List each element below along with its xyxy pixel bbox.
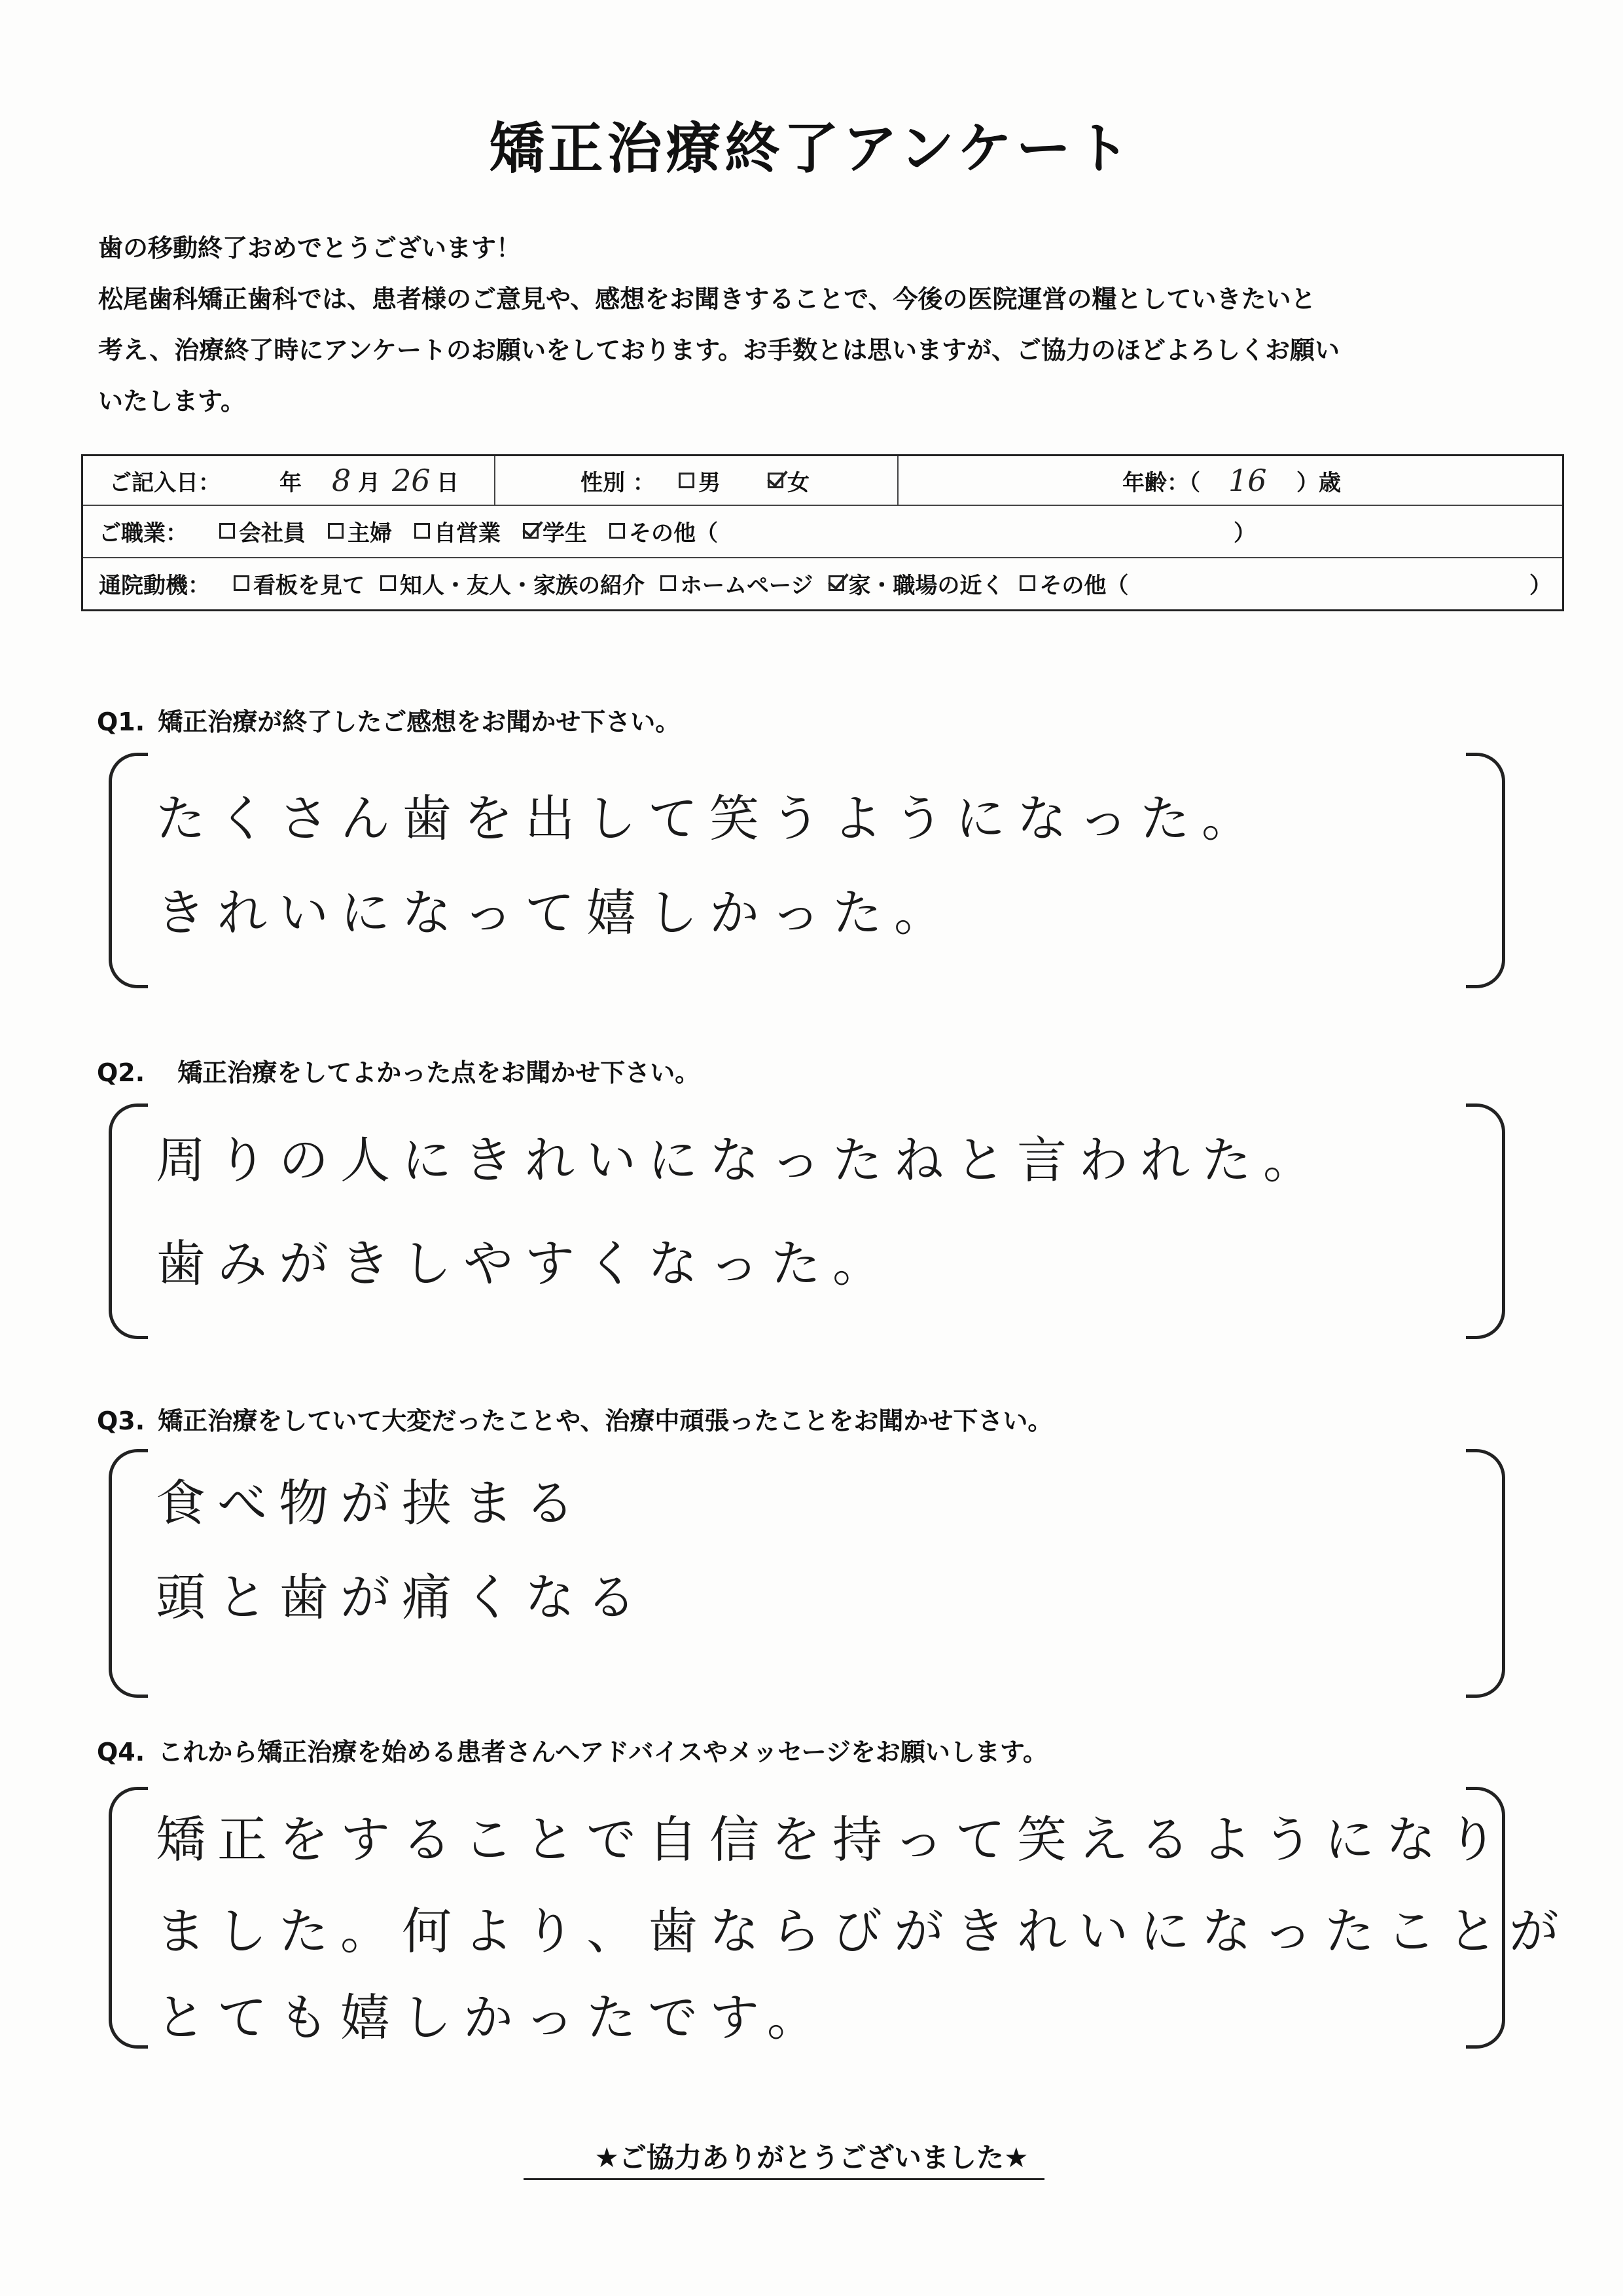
answer-bracket-left bbox=[109, 1449, 148, 1698]
divider bbox=[494, 456, 495, 505]
intro-line: 歯の移動終了おめでとうございます！ bbox=[98, 234, 522, 262]
gender-female-option[interactable] bbox=[768, 456, 810, 505]
answer-4-line-3[interactable]: とても嬉しかったです。 bbox=[156, 1988, 829, 2047]
checked-checkbox-icon[interactable] bbox=[768, 473, 783, 488]
age-suffix: ）歳 bbox=[1296, 469, 1341, 496]
checkbox-icon[interactable] bbox=[414, 523, 430, 539]
footer-underline bbox=[524, 2178, 1044, 2180]
checkbox-icon[interactable] bbox=[234, 575, 249, 591]
answer-2-line-1[interactable]: 周りの人にきれいになったねと言われた。 bbox=[156, 1131, 1325, 1189]
checkbox-icon[interactable] bbox=[660, 575, 676, 591]
occupation-close: ） bbox=[1234, 520, 1256, 547]
answer-1-line-1[interactable]: たくさん歯を出して笑うようになった。 bbox=[156, 789, 1263, 848]
info-row-motive bbox=[83, 557, 1562, 609]
occupation-option[interactable]: 学生 bbox=[523, 515, 587, 547]
answer-bracket-left bbox=[109, 753, 148, 988]
year-label: 年 bbox=[279, 469, 302, 496]
motive-option[interactable]: 家・職場の近く bbox=[829, 567, 1004, 600]
info-table bbox=[81, 454, 1564, 611]
question-1: Q1. 矯正治療が終了したご感想をお聞かせ下さい。 bbox=[97, 708, 681, 736]
answer-3-line-2[interactable]: 頭と歯が痛くなる bbox=[156, 1568, 648, 1626]
age-value[interactable]: 16 bbox=[1228, 463, 1267, 498]
month-label: 月 bbox=[358, 469, 380, 496]
motive-option[interactable]: ホームページ bbox=[660, 567, 813, 600]
occupation-label: ご職業： bbox=[99, 520, 188, 547]
motive-option[interactable]: その他（ bbox=[1020, 567, 1128, 600]
info-row-occupation bbox=[83, 505, 1562, 558]
answer-bracket-left bbox=[109, 1787, 148, 2049]
checkbox-icon[interactable] bbox=[679, 473, 694, 488]
question-2: Q2. 矯正治療をしてよかった点をお聞かせ下さい。 bbox=[97, 1058, 700, 1087]
checkbox-icon[interactable] bbox=[380, 575, 396, 591]
occupation-option[interactable]: その他（ bbox=[609, 515, 718, 547]
date-label: ご記入日： bbox=[109, 469, 221, 496]
intro-text bbox=[98, 223, 1538, 427]
answer-bracket-right bbox=[1466, 1449, 1505, 1698]
day-value[interactable]: 26 bbox=[392, 463, 431, 498]
checkbox-icon[interactable] bbox=[609, 523, 625, 539]
age-label: 年齢：（ bbox=[1122, 469, 1200, 496]
gender-male-label: 男 bbox=[698, 469, 721, 496]
divider bbox=[897, 456, 899, 505]
page-title: 矯正治療終了アンケート bbox=[489, 117, 1134, 181]
footer-thanks: ★ご協力ありがとうございました★ bbox=[594, 2142, 1029, 2174]
motive-option[interactable]: 看板を見て bbox=[234, 567, 365, 600]
info-row-date-gender-age bbox=[83, 456, 1562, 506]
intro-line: いたします。 bbox=[98, 387, 245, 416]
intro-line: 松尾歯科矯正歯科では、患者様のご意見や、感想をお聞きすることで、今後の医院運営の糧としていきたいと bbox=[98, 285, 1316, 314]
checked-checkbox-icon[interactable] bbox=[829, 575, 844, 591]
intro-line: 考え、治療終了時にアンケートのお願いをしております。お手数とは思いますが、ご協力のほどよろしくお願い bbox=[98, 336, 1340, 365]
occupation-option[interactable]: 会社員 bbox=[219, 515, 306, 547]
question-3: Q3. 矯正治療をしていて大変だったことや、治療中頑張ったことをお聞かせ下さい。 bbox=[97, 1407, 1053, 1435]
day-label: 日 bbox=[437, 469, 459, 496]
checkbox-icon[interactable] bbox=[1020, 575, 1035, 591]
question-4: Q4. これから矯正治療を始める患者さんへアドバイスやメッセージをお願いします。 bbox=[97, 1738, 1048, 1767]
answer-bracket-right bbox=[1466, 753, 1505, 988]
motive-close: ） bbox=[1529, 572, 1552, 599]
answer-4-line-1[interactable]: 矯正をすることで自信を持って笑えるようになり bbox=[156, 1810, 1509, 1869]
motive-option[interactable]: 知人・友人・家族の紹介 bbox=[380, 567, 645, 600]
occupation-options bbox=[219, 505, 740, 557]
gender-female-label: 女 bbox=[787, 469, 810, 496]
motive-label: 通院動機： bbox=[99, 572, 210, 599]
checked-checkbox-icon[interactable] bbox=[523, 523, 539, 539]
checkbox-icon[interactable] bbox=[219, 523, 235, 539]
answer-4-line-2[interactable]: ました。何より、歯ならびがきれいになったことが bbox=[156, 1902, 1571, 1960]
occupation-option[interactable]: 主婦 bbox=[328, 515, 392, 547]
occupation-option[interactable]: 自営業 bbox=[414, 515, 501, 547]
gender-male-option[interactable] bbox=[679, 456, 721, 505]
gender-label: 性別 ： bbox=[580, 469, 655, 496]
answer-2-line-2[interactable]: 歯みがきしやすくなった。 bbox=[156, 1234, 894, 1293]
motive-options bbox=[234, 557, 1144, 609]
month-value[interactable]: 8 bbox=[332, 463, 351, 498]
checkbox-icon[interactable] bbox=[328, 523, 344, 539]
answer-bracket-right bbox=[1466, 1103, 1505, 1339]
answer-1-line-2[interactable]: きれいになって嬉しかった。 bbox=[156, 884, 955, 942]
answer-3-line-1[interactable]: 食べ物が挟まる bbox=[156, 1474, 586, 1532]
answer-bracket-left bbox=[109, 1103, 148, 1339]
